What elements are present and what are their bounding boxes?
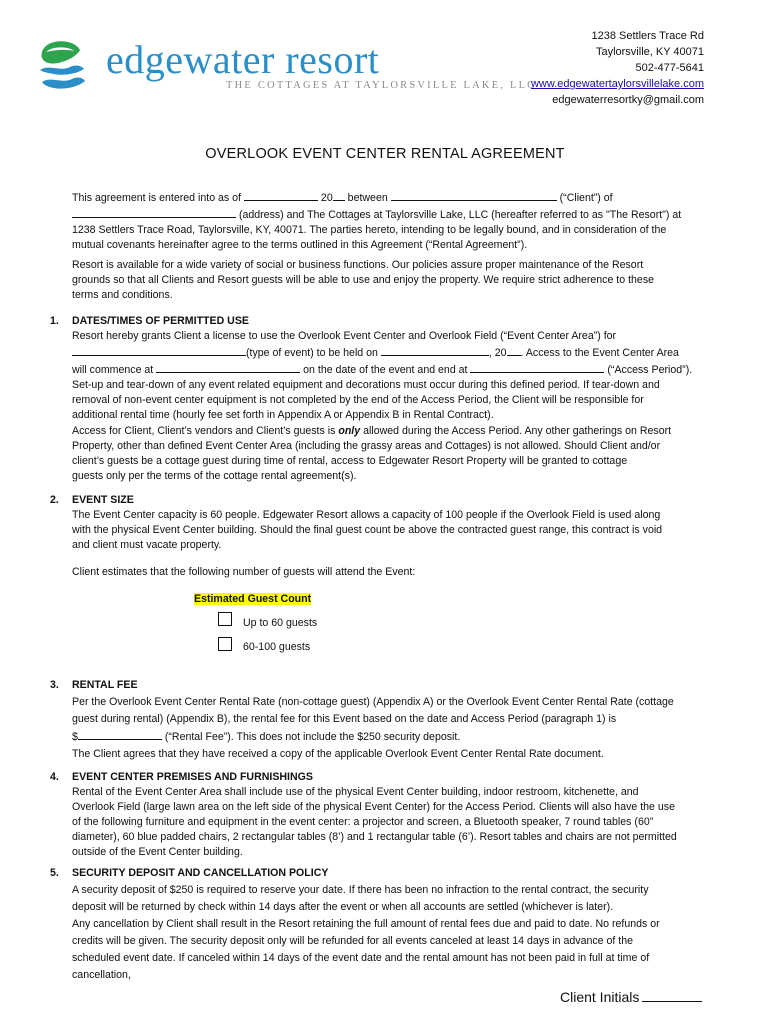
section-number: 1.	[50, 315, 59, 327]
paragraph-text: (type of event) to be held on	[246, 347, 378, 359]
section-heading: DATES/TIMES OF PERMITTED USE	[72, 315, 249, 327]
paragraph-text: . Access to the Event Center Area	[520, 347, 679, 359]
paragraph-line: scheduled event date. If canceled within 14 days of the event date and the rental amount has not been paid in full at time of	[72, 952, 650, 964]
intro-text: (address) and The Cottages at Taylorsville Lake, LLC (hereafter referred to as "The Resort") at	[238, 209, 682, 221]
paragraph-line: credits will be given. The security deposit only will be refunded for all events canceled at least 14 days in advance of the	[72, 935, 634, 947]
website-link[interactable]: www.edgewatertaylorsvillelake.com	[530, 78, 704, 90]
paragraph-line: and client must vacate property.	[72, 539, 222, 551]
paragraph-line: cancellation,	[72, 969, 131, 981]
paragraph-line: Any cancellation by Client shall result in the Resort retaining the full amount of rental fees due and paid to date. No refunds or	[72, 918, 660, 930]
resort-paragraph	[72, 258, 717, 303]
paragraph-line: Per the Overlook Event Center Rental Rate (non-cottage guest) (Appendix A) or the Overlook Event Center Rental Rate (cottage	[72, 696, 674, 708]
intro-text: mutual covenants hereinafter agree to the terms outlined in this Agreement (“Rental Agreement”).	[72, 239, 528, 251]
client-name-blank[interactable]	[391, 189, 557, 201]
paragraph-text: , 20	[488, 347, 507, 359]
emphasis-only: only	[338, 425, 361, 437]
paragraph-line: deposit will be returned by check within 14 days after the event or when all accounts are settled (whichever is later).	[72, 901, 614, 913]
year-blank[interactable]	[333, 189, 345, 201]
address-line-2: Taylorsville, KY 40071	[595, 46, 704, 58]
paragraph-line: additional rental time (hourly fee set forth in Appendix A or Appendix B in Rental Contract).	[72, 409, 494, 421]
resort-logo	[36, 36, 537, 96]
paragraph-line: Rental of the Event Center Area shall include use of the physical Event Center building, indoor restroom, kitchenette, and	[72, 786, 639, 798]
section-rental-fee	[72, 677, 717, 763]
checkbox-60-100[interactable]	[218, 637, 232, 651]
section-premises	[72, 770, 717, 860]
paragraph-line: outside of the Event Center building.	[72, 846, 243, 858]
event-date-blank[interactable]	[381, 344, 489, 356]
section-dates-times	[72, 314, 717, 423]
paragraph-line: A security deposit of $250 is required to reserve your date. If there has been no infraction to the rental contract, the security	[72, 884, 649, 896]
paragraph-line: diameter), 60 blue padded chairs, 2 rectangular tables (8’) and 1 rectangular table (6’). Resort tables and chairs are not permitted	[72, 831, 677, 843]
paragraph-line: Resort hereby grants Client a license to use the Overlook Event Center and Overlook Field (“Event Center Area”) for	[72, 330, 617, 342]
document-title: OVERLOOK EVENT CENTER RENTAL AGREEMENT	[205, 146, 565, 162]
paragraph-text: allowed during the Access Period. Any other gatherings on Resort	[363, 425, 672, 437]
paragraph-line: Set-up and tear-down of any event related equipment and decorations must occur during this defined period. If tear-down and	[72, 379, 660, 391]
event-year-blank[interactable]	[507, 344, 521, 356]
guest-estimate-text: Client estimates that the following number of guests will attend the Event:	[72, 566, 416, 578]
paragraph-text: (“Access Period”).	[607, 364, 693, 376]
section-heading: EVENT CENTER PREMISES AND FURNISHINGS	[72, 771, 313, 783]
paragraph-line: of the following furniture and equipment in the event center: a projector and screen, a Bluetooth speaker, 7 round tables (60”	[72, 816, 654, 828]
section-event-size	[72, 493, 717, 553]
resort-address	[531, 28, 704, 108]
phone-number: 502-477-5641	[635, 62, 704, 74]
end-time-blank[interactable]	[470, 361, 604, 373]
section-deposit-cancellation	[72, 865, 717, 984]
paragraph-text: Access for Client, Client’s vendors and Client’s guests is	[72, 425, 336, 437]
paragraph-line: Overlook Field (large lawn area on the left side of the physical Event Center) for the Access Period. Clients will also have the use	[72, 801, 675, 813]
logo-name: edgewater resort	[106, 37, 380, 82]
section-heading: SECURITY DEPOSIT AND CANCELLATION POLICY	[72, 867, 329, 879]
paragraph-line: client’s guests be a cottage guest during time of rental, access to Edgewater Resort Property will be granted to cottage	[72, 455, 628, 467]
start-time-blank[interactable]	[156, 361, 300, 373]
guest-count-heading	[194, 592, 311, 607]
option-up-to-60-label: Up to 60 guests	[243, 617, 318, 629]
section-number: 3.	[50, 679, 59, 691]
paragraph-line: The Event Center capacity is 60 people. Edgewater Resort allows a capacity of 100 people if the Overlook Field is used along	[72, 509, 661, 521]
paragraph-line: terms and conditions.	[72, 289, 173, 301]
intro-text: This agreement is entered into as of	[72, 192, 242, 204]
option-60-100-label: 60-100 guests	[243, 641, 311, 653]
client-address-blank[interactable]	[72, 206, 236, 218]
paragraph-text: on the date of the event and end at	[303, 364, 468, 376]
section-number: 5.	[50, 867, 59, 879]
initials-label: Client Initials	[560, 989, 640, 1005]
email-address: edgewaterresortky@gmail.com	[552, 94, 704, 106]
section-heading: RENTAL FEE	[72, 679, 138, 691]
intro-text: (“Client”) of	[559, 192, 613, 204]
intro-paragraph	[72, 189, 717, 253]
paragraph-line: guest during rental) (Appendix B), the rental fee for this Event based on the date and Access Period (paragraph 1) is	[72, 713, 617, 725]
paragraph-line: with the physical Event Center building. Should the final guest count be above the contracted guest range, this contract is void	[72, 524, 663, 536]
paragraph-line: Property, other than defined Event Center Area (including the grassy areas and Cottages) is not allowed. Should Client and/or	[72, 440, 661, 452]
paragraph-line: The Client agrees that they have received a copy of the applicable Overlook Event Center Rental Rate document.	[72, 748, 604, 760]
initials-blank[interactable]	[642, 987, 702, 1002]
logo-subtitle: THE COTTAGES AT TAYLORSVILLE LAKE, LLC	[226, 80, 537, 91]
paragraph-text: (“Rental Fee”). This does not include the $250 security deposit.	[164, 731, 461, 743]
logo-e-wave-icon	[36, 36, 88, 92]
paragraph-line: guests only per the terms of the cottage rental agreement(s).	[72, 470, 357, 482]
section-heading: EVENT SIZE	[72, 494, 134, 506]
dollar-sign: $	[72, 731, 78, 743]
intro-text: between	[347, 192, 388, 204]
event-type-blank[interactable]	[72, 344, 246, 356]
paragraph-line: Resort is available for a wide variety of social or business functions. Our policies assure proper maintenance of the Resort	[72, 259, 644, 271]
paragraph-line: grounds so that all Clients and Resort guests will be able to use and enjoy the property. We require strict adherence to these	[72, 274, 655, 286]
paragraph-line: removal of non-event center equipment is not completed by the end of the Access Period, the Client will be responsible for	[72, 394, 644, 406]
address-line-1: 1238 Settlers Trace Rd	[591, 30, 704, 42]
date-blank[interactable]	[244, 189, 318, 201]
intro-text: 1238 Settlers Trace Road, Taylorsville, KY, 40071. The parties hereto, intending to be legally bound, and in consideration of the	[72, 224, 667, 236]
section-number: 2.	[50, 494, 59, 506]
client-initials	[560, 987, 702, 1005]
section-number: 4.	[50, 771, 59, 783]
paragraph-text: will commence at	[72, 364, 154, 376]
intro-year: 20	[320, 192, 333, 204]
checkbox-up-to-60[interactable]	[218, 612, 232, 626]
guest-count-heading-text: Estimated Guest Count	[194, 593, 312, 605]
rental-fee-blank[interactable]	[78, 728, 162, 740]
access-paragraph	[72, 424, 717, 484]
